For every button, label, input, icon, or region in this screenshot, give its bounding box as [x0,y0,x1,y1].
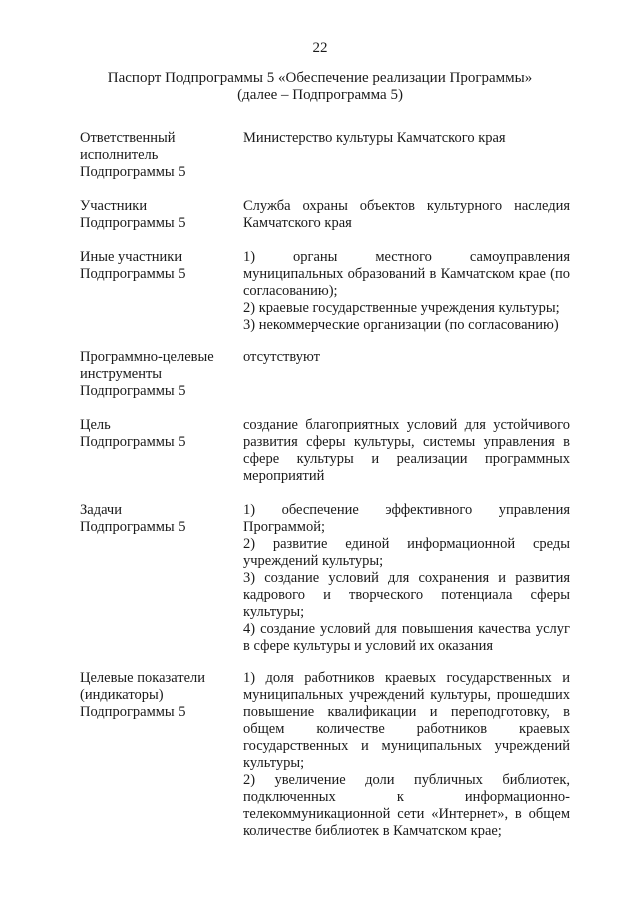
row-label-line: Подпрограммы 5 [80,164,186,180]
row-label-line: Программно-целевые [80,349,214,365]
row-list-item: 1) доля работников краевых государственных и муниципальных учреждений культуры, прошедших повышение квалификации и переподготовку, в общем количестве работников краевых государственных и муниципальных учреждений культуры; [243,670,570,771]
row-label-line: Участники [80,198,148,214]
row-label-line: (индикаторы) [80,687,164,703]
passport-row [80,130,570,181]
row-label-line: Подпрограммы 5 [80,519,186,535]
row-list-item: 2) развитие единой информационной среды учреждений культуры; [243,536,570,569]
passport-row [80,349,570,400]
row-value-text: создание благоприятных условий для устойчивого развития сферы культуры, системы управления в сфере культуры и реализации программных мероприятий [243,417,570,484]
row-value [243,349,570,400]
row-label-line: Цель [80,417,111,433]
row-value [243,198,570,232]
row-value [243,249,570,334]
row-value [243,670,570,840]
row-label-line: Целевые показатели [80,670,206,686]
page-number: 22 [312,40,328,56]
row-list-item: 1) органы местного самоуправления муниципальных образований в Камчатском крае (по согласованию); [243,249,570,299]
row-label-line: Задачи [80,502,122,518]
row-label-line: Иные участники [80,249,183,265]
passport-row [80,502,570,655]
row-label [80,198,243,232]
passport-row [80,417,570,485]
row-list-item: 3) некоммерческие организации (по согласованию) [243,317,559,333]
row-label [80,249,243,334]
row-label [80,130,243,181]
row-value [243,502,570,655]
row-label-line: Подпрограммы 5 [80,704,186,720]
row-list-item: 1) обеспечение эффективного управления Программой; [243,502,570,535]
row-label [80,417,243,485]
row-list-item: 3) создание условий для сохранения и развития кадрового и творческого потенциала сферы культуры; [243,570,570,620]
title-line-2: (далее – Подпрограмма 5) [237,87,403,103]
row-value-text: отсутствуют [243,349,320,365]
row-label-line: Ответственный [80,130,176,146]
row-label-line: Подпрограммы 5 [80,215,186,231]
row-value [243,130,570,181]
row-label [80,349,243,400]
passport-row [80,670,570,840]
row-list-item: 2) увеличение доли публичных библиотек, подключенных к информационно-телекоммуникационной сети «Интернет», в общем количестве библиотек в Камчатском крае; [243,772,570,839]
row-label-line: исполнитель [80,147,159,163]
row-label-line: Подпрограммы 5 [80,434,186,450]
title-line-1: Паспорт Подпрограммы 5 «Обеспечение реализации Программы» [107,70,533,86]
row-value [243,417,570,485]
row-label [80,502,243,655]
row-label [80,670,243,840]
row-label-line: инструменты [80,366,163,382]
row-list-item: 4) создание условий для повышения качества услуг в сфере культуры и условий их оказания [243,621,570,654]
document-title [0,70,640,104]
row-list-item: 2) краевые государственные учреждения культуры; [243,300,560,316]
row-value-text: Министерство культуры Камчатского края [243,130,506,146]
row-value-text: Служба охраны объектов культурного наследия Камчатского края [243,198,570,231]
row-label-line: Подпрограммы 5 [80,383,186,399]
passport-row [80,198,570,232]
row-label-line: Подпрограммы 5 [80,266,186,282]
passport-row [80,249,570,334]
passport-table [80,130,570,857]
